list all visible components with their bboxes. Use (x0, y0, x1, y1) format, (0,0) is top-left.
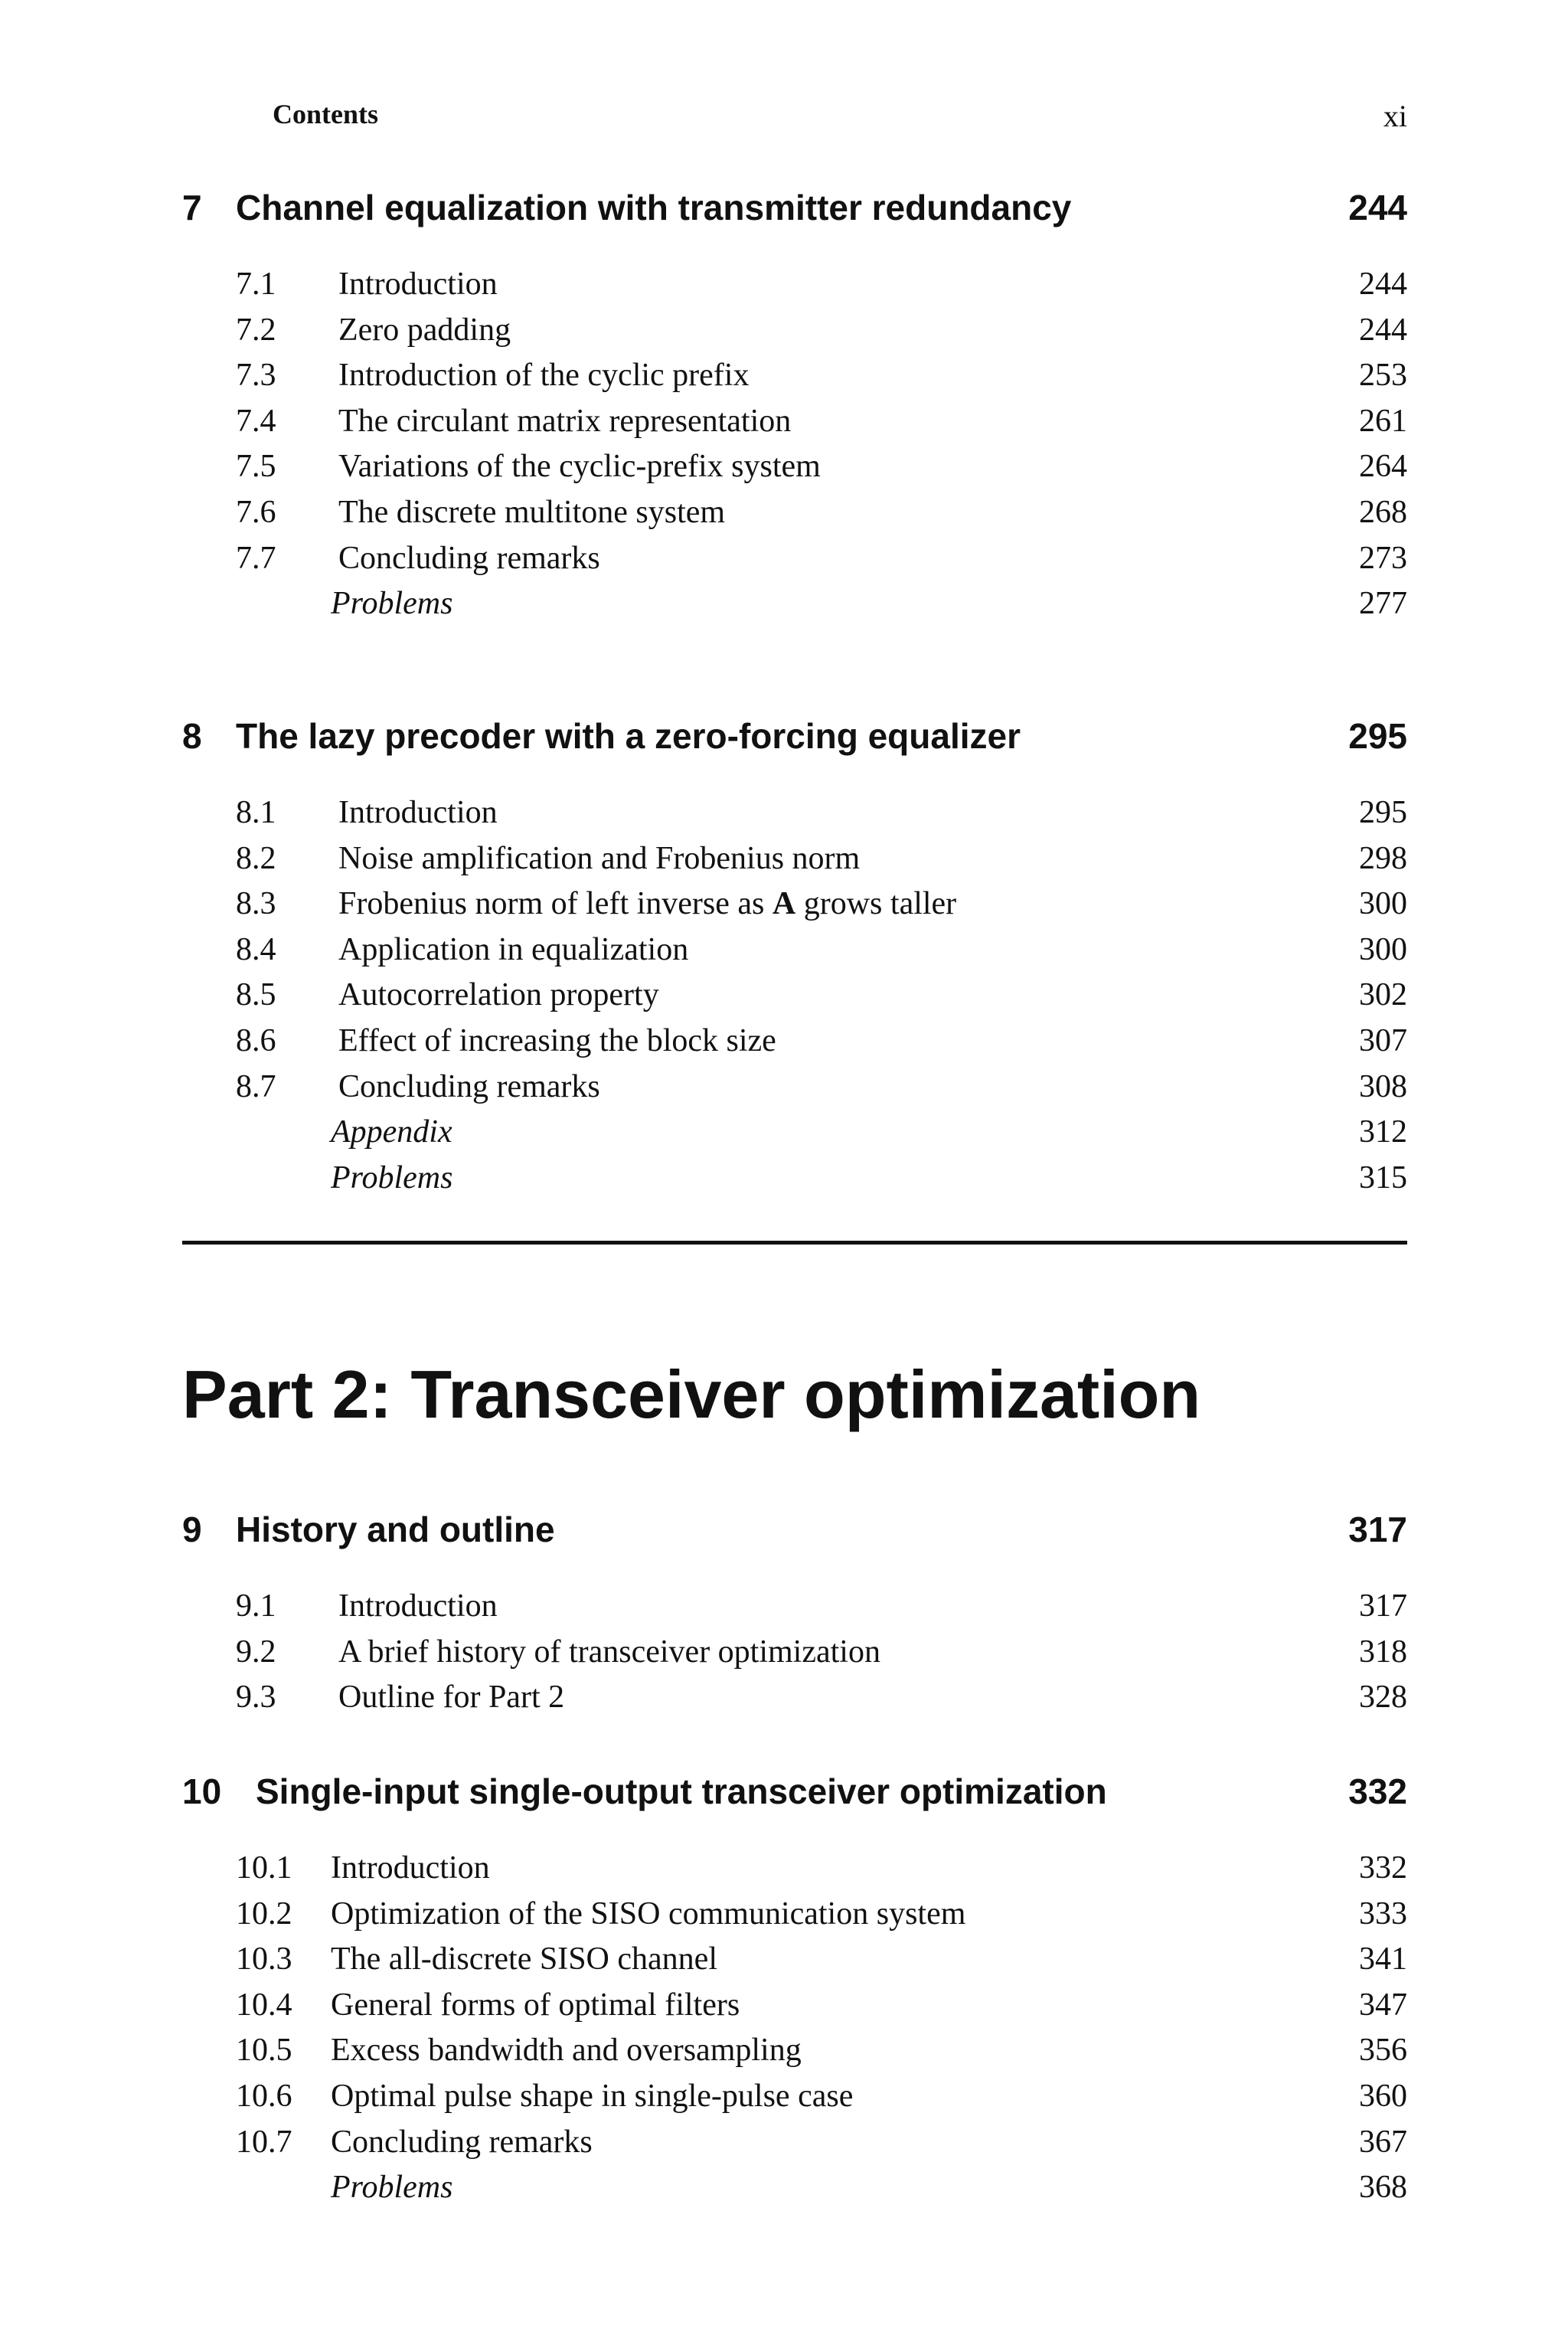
section-page: 333 (1359, 1896, 1407, 1932)
section-number: 8.5 (236, 977, 276, 1013)
chapter-title: The lazy precoder with a zero-forcing equalizer (236, 716, 1021, 756)
section-title: Concluding remarks (331, 2124, 593, 2160)
toc-entry[interactable] (182, 790, 1407, 836)
section-title: The all-discrete SISO channel (331, 1941, 717, 1977)
section-number: 8.4 (236, 931, 276, 967)
section-title: The circulant matrix representation (338, 403, 792, 439)
section-title: Introduction (338, 267, 498, 302)
section-title: Introduction (338, 1588, 498, 1624)
toc-entry[interactable] (182, 1983, 1407, 2029)
toc-entry[interactable] (182, 882, 1407, 927)
chapter-heading[interactable] (182, 1509, 1407, 1562)
section-title: Optimal pulse shape in single-pulse case (331, 2078, 854, 2114)
chapter-page: 332 (1348, 1771, 1407, 1811)
section-number: 8.7 (236, 1068, 276, 1104)
section-page: 328 (1359, 1680, 1407, 1716)
section-title: Zero padding (338, 312, 511, 348)
toc-entry-problems[interactable] (182, 2165, 1407, 2211)
section-list (182, 790, 1407, 1201)
chapter-7 (182, 187, 1407, 627)
section-number: 10.4 (236, 1987, 292, 2023)
toc-entry[interactable] (182, 1675, 1407, 1721)
section-page: 318 (1359, 1634, 1407, 1670)
chapter-heading[interactable] (182, 715, 1407, 769)
matrix-symbol: A (772, 886, 796, 922)
chapter-10 (182, 1771, 1407, 2211)
section-title: The discrete multitone system (338, 494, 726, 530)
section-number: 9.3 (236, 1680, 276, 1716)
section-page: 244 (1359, 267, 1407, 302)
toc-entry[interactable] (182, 973, 1407, 1019)
section-page: 312 (1359, 1114, 1407, 1150)
section-page: 298 (1359, 840, 1407, 876)
section-number: 10.2 (236, 1896, 292, 1932)
section-page: 253 (1359, 358, 1407, 394)
section-title: Autocorrelation property (338, 977, 659, 1013)
section-page: 307 (1359, 1022, 1407, 1058)
toc-entry[interactable] (182, 2074, 1407, 2120)
page-number: xi (1383, 99, 1407, 133)
section-page: 264 (1359, 449, 1407, 485)
toc-entry[interactable] (182, 1584, 1407, 1630)
chapter-title: History and outline (236, 1510, 555, 1549)
part-divider-rule (182, 1241, 1407, 1245)
section-title: Effect of increasing the block size (338, 1022, 776, 1058)
toc-entry-problems[interactable] (182, 581, 1407, 627)
section-page: 300 (1359, 886, 1407, 922)
section-title-part: grows taller (795, 886, 957, 922)
toc-entry[interactable] (182, 1846, 1407, 1892)
section-page: 356 (1359, 2033, 1407, 2069)
chapter-8 (182, 715, 1407, 1201)
section-list (182, 1846, 1407, 2211)
section-number: 8.1 (236, 795, 276, 830)
section-page: 268 (1359, 494, 1407, 530)
toc-entry[interactable] (182, 444, 1407, 490)
toc-entry[interactable] (182, 1937, 1407, 1983)
section-title: Problems (331, 2170, 453, 2206)
section-page: 300 (1359, 931, 1407, 967)
section-title: General forms of optimal filters (331, 1987, 740, 2023)
section-title: Appendix (331, 1114, 452, 1150)
section-page: 244 (1359, 312, 1407, 348)
toc-entry[interactable] (182, 1892, 1407, 1938)
section-number: 7.5 (236, 449, 276, 485)
section-title: Outline for Part 2 (338, 1680, 565, 1716)
section-number: 9.1 (236, 1588, 276, 1624)
section-title: Introduction of the cyclic prefix (338, 358, 750, 394)
chapter-title: Single-input single-output transceiver optimization (256, 1771, 1107, 1811)
section-number: 7.1 (236, 267, 276, 302)
section-page: 295 (1359, 795, 1407, 830)
section-title: Problems (331, 586, 453, 622)
section-title: Application in equalization (338, 931, 689, 967)
section-page: 367 (1359, 2124, 1407, 2160)
chapter-heading[interactable] (182, 187, 1407, 240)
section-page: 347 (1359, 1987, 1407, 2023)
section-page: 261 (1359, 403, 1407, 439)
section-page: 308 (1359, 1068, 1407, 1104)
toc-entry[interactable] (182, 927, 1407, 973)
chapter-page: 317 (1348, 1510, 1407, 1549)
section-list (182, 262, 1407, 627)
toc-entry[interactable] (182, 536, 1407, 582)
section-title: Concluding remarks (338, 1068, 600, 1104)
section-title: Problems (331, 1160, 453, 1196)
section-title: Variations of the cyclic-prefix system (338, 449, 821, 485)
section-number: 8.6 (236, 1022, 276, 1058)
section-list (182, 1584, 1407, 1721)
toc-entry[interactable] (182, 1065, 1407, 1111)
section-page: 332 (1359, 1850, 1407, 1886)
toc-entry[interactable] (182, 490, 1407, 536)
section-title: Noise amplification and Frobenius norm (338, 840, 861, 876)
chapter-number: 7 (182, 188, 202, 227)
chapter-title: Channel equalization with transmitter redundancy (236, 188, 1072, 227)
toc-entry[interactable] (182, 399, 1407, 445)
section-title: A brief history of transceiver optimization (338, 1634, 880, 1670)
section-number: 9.2 (236, 1634, 276, 1670)
section-page: 277 (1359, 586, 1407, 622)
toc-entry[interactable] (182, 262, 1407, 308)
section-title-part: Frobenius norm of left inverse as (338, 886, 773, 922)
chapter-9 (182, 1509, 1407, 1721)
toc-entry[interactable] (182, 353, 1407, 399)
section-page: 315 (1359, 1160, 1407, 1196)
running-head (182, 92, 1407, 138)
section-number: 10.7 (236, 2124, 292, 2160)
part-title[interactable]: Part 2: Transceiver optimization (182, 1356, 1201, 1432)
section-page: 341 (1359, 1941, 1407, 1977)
toc-entry[interactable] (182, 308, 1407, 354)
running-head-title: Contents (273, 99, 379, 129)
chapter-page: 295 (1348, 716, 1407, 756)
section-page: 302 (1359, 977, 1407, 1013)
chapter-number: 10 (182, 1771, 222, 1811)
toc-entry-problems[interactable] (182, 1156, 1407, 1202)
section-page: 317 (1359, 1588, 1407, 1624)
section-number: 7.6 (236, 494, 276, 530)
section-number: 8.3 (236, 886, 276, 922)
toc-entry[interactable] (182, 1630, 1407, 1676)
section-number: 7.4 (236, 403, 276, 439)
section-page: 368 (1359, 2170, 1407, 2206)
section-title: Introduction (338, 795, 498, 830)
section-number: 7.2 (236, 312, 276, 348)
section-number: 10.1 (236, 1850, 292, 1886)
chapter-number: 8 (182, 716, 202, 756)
toc-entry[interactable] (182, 836, 1407, 882)
section-number: 10.3 (236, 1941, 292, 1977)
section-number: 10.5 (236, 2033, 292, 2069)
section-page: 273 (1359, 540, 1407, 576)
section-title: Optimization of the SISO communication system (331, 1896, 966, 1932)
section-title (338, 882, 956, 927)
section-number: 10.6 (236, 2078, 292, 2114)
section-title: Excess bandwidth and oversampling (331, 2033, 802, 2069)
chapter-number: 9 (182, 1510, 202, 1549)
toc-entry-appendix[interactable] (182, 1110, 1407, 1156)
toc-entry[interactable] (182, 1019, 1407, 1065)
toc-entry[interactable] (182, 2120, 1407, 2166)
section-number: 7.7 (236, 540, 276, 576)
section-number: 7.3 (236, 358, 276, 394)
toc-entry[interactable] (182, 2028, 1407, 2074)
chapter-page: 244 (1348, 188, 1407, 227)
chapter-heading[interactable] (182, 1771, 1407, 1824)
section-title: Concluding remarks (338, 540, 600, 576)
section-number: 8.2 (236, 840, 276, 876)
section-page: 360 (1359, 2078, 1407, 2114)
section-title: Introduction (331, 1850, 490, 1886)
